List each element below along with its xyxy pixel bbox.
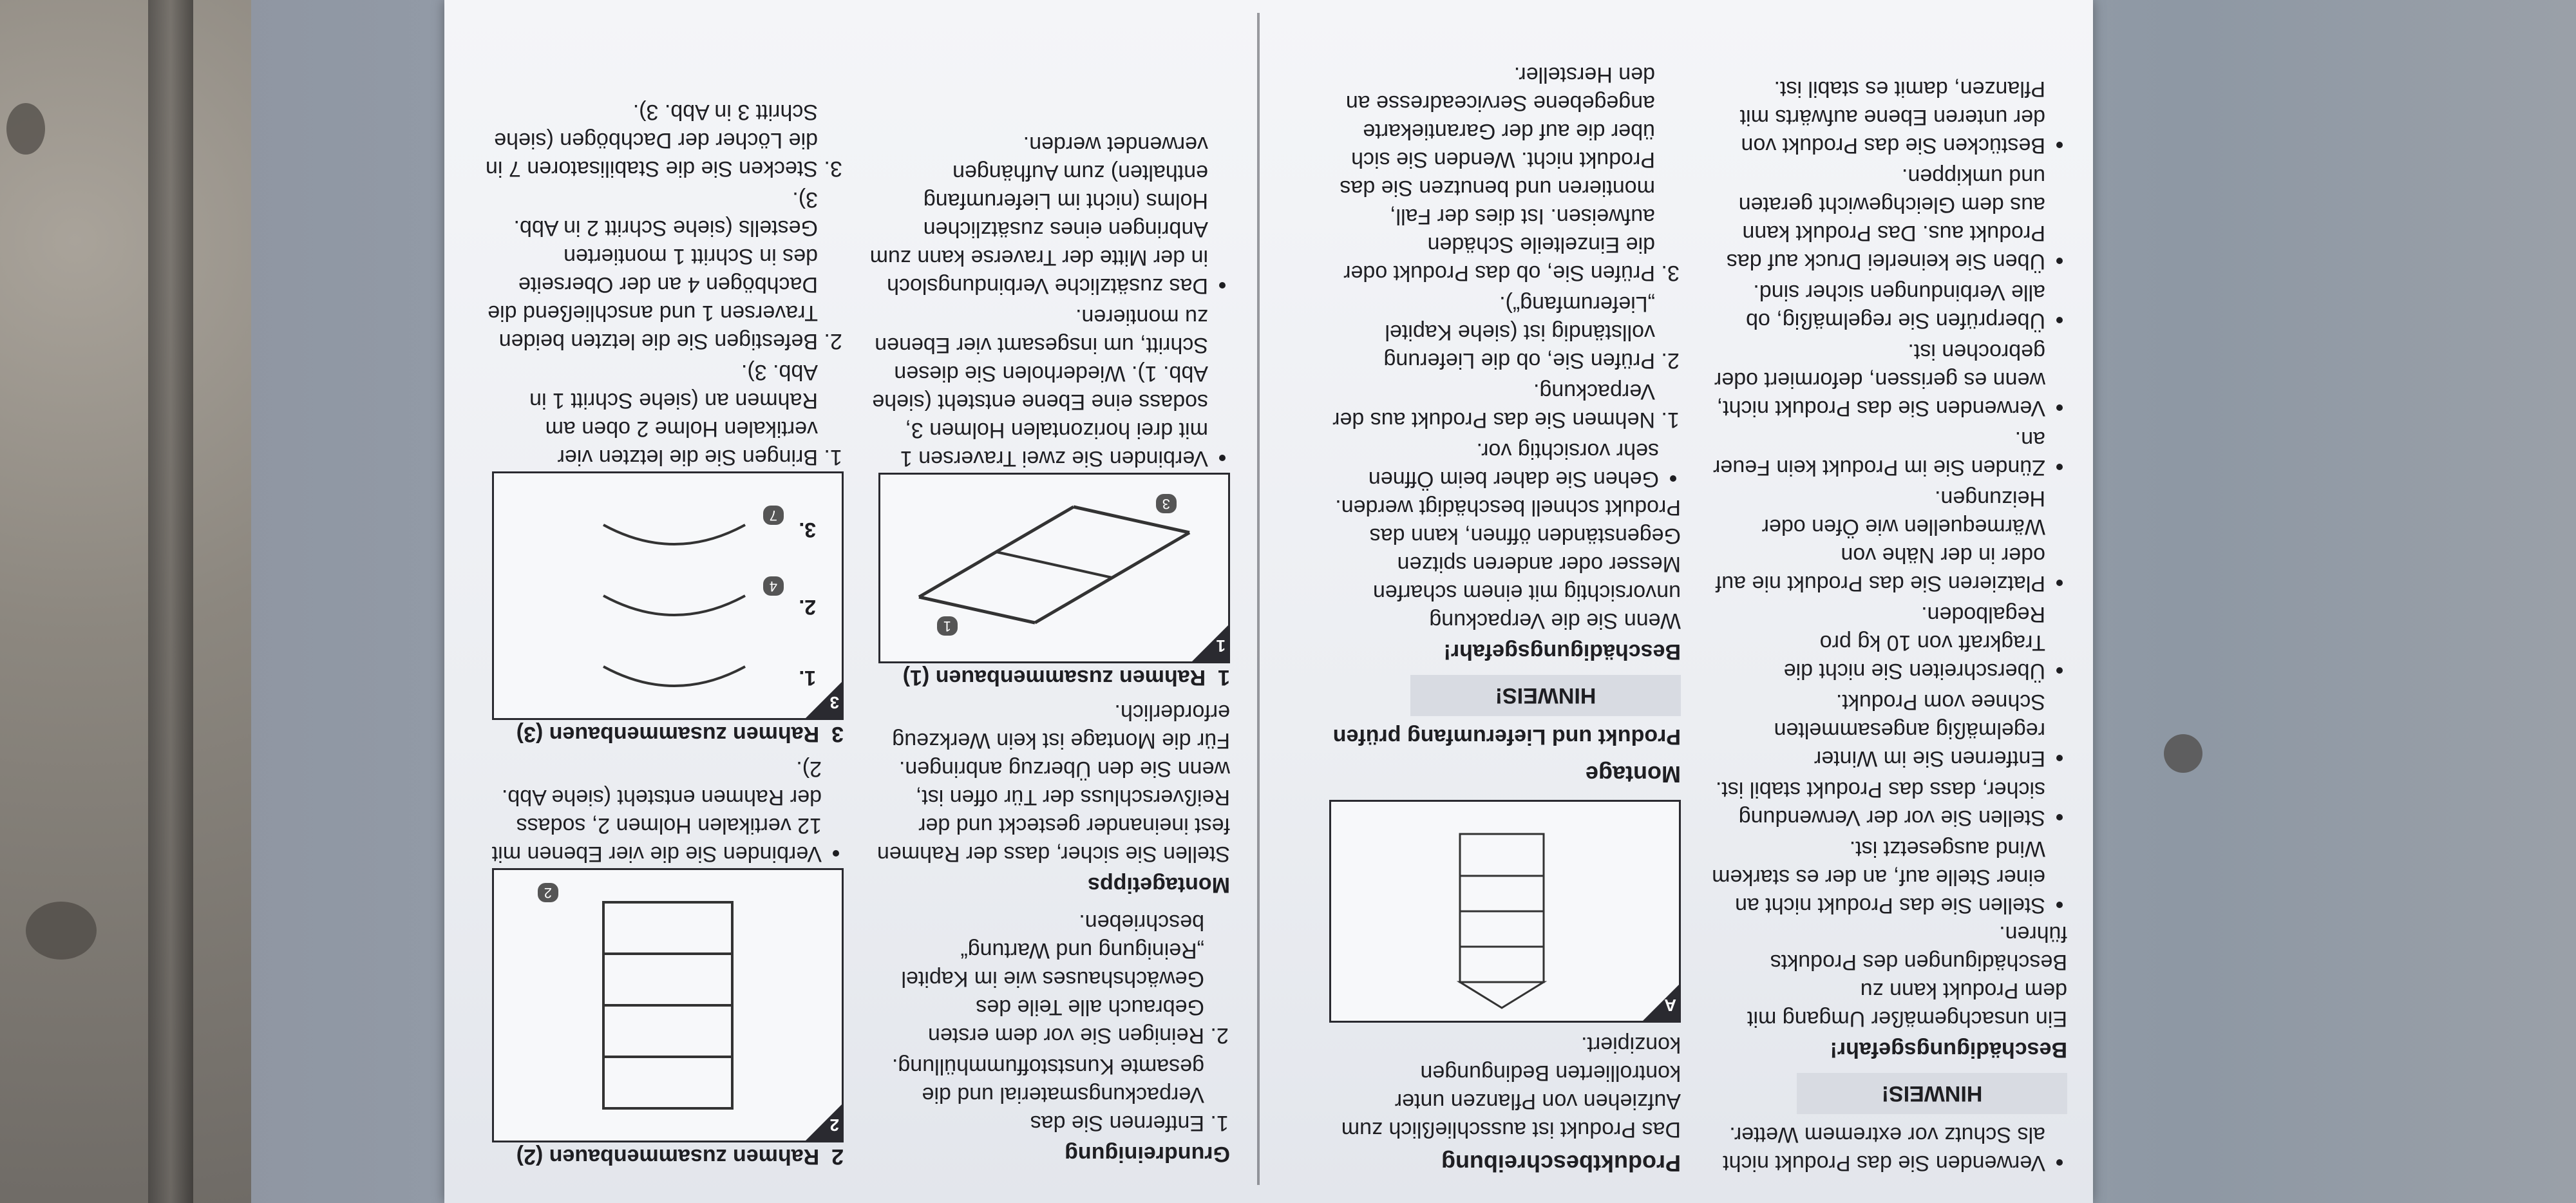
list-item: • Entfernen Sie im Winter regelmäßig angesammelten Schnee vom Produkt. bbox=[1707, 688, 2045, 773]
figure-3-caption: 3 Rahmen zusammenbauen (3) bbox=[516, 722, 844, 746]
instruction-sheet bbox=[444, 0, 2093, 1203]
list-item: • Verbinden Sie die vier Ebenen mit 12 vertikalen Holmen 2, sodass der Rahmen entsteht (siehe Abb. 2). bbox=[483, 755, 822, 868]
shelf-frame-illustration bbox=[494, 870, 842, 1141]
list-item: 1. Bringen Sie die letzten vier vertikalen Holme 2 oben am Rahmen an (siehe Schritt 1 in Abb. 3). bbox=[483, 358, 818, 471]
list-item: • Zünden Sie im Produkt kein Feuer an. bbox=[1707, 425, 2045, 482]
list-item: 1. Nehmen Sie das Produkt aus der Verpackung. bbox=[1320, 377, 1655, 434]
figure-3-label: 3 bbox=[829, 693, 839, 712]
list-item: 3. Stecken Sie die Stabilisatoren 7 in die Löcher der Dachbögen (siehe Schritt 3 in Abb. 3). bbox=[483, 98, 818, 183]
list-item: • Überschreiten Sie nicht die Tragkraft von 10 kg pro Regalboden. bbox=[1707, 600, 2045, 685]
concrete-surface bbox=[0, 0, 251, 1203]
list-item: 1. Entfernen Sie das Verpackungsmaterial und die gesamte Kunststoffummhüllung. bbox=[869, 1052, 1204, 1137]
montagetipps-text: Stellen Sie sicher, dass der Rahmen fest ineinander gesteckt und der Reißverschluss der Tür offen ist, wenn Sie den Überzug anbringen. Für die Montage ist kein Werkzeug erforderlich. bbox=[876, 700, 1230, 866]
list-item: • Platzieren Sie das Produkt nie auf oder in der Nähe von Wärmequellen wie Öfen oder Heizungen. bbox=[1707, 484, 2045, 598]
list-item: • Stellen Sie das Produkt nicht an einer Stelle auf, an der es starkem Wind ausgesetzt ist. bbox=[1707, 835, 2045, 920]
warning-text: Ein unsachgemäßer Umgang mit dem Produkt kann zu Beschädigungen des Produkts führen. bbox=[1747, 922, 2067, 1031]
part-number-badge: 3 bbox=[1156, 494, 1177, 513]
roof-assembly-illustration bbox=[494, 473, 842, 718]
product-description: Das Produkt ist ausschließlich zum Aufziehen von Pflanzen unter kontrollierten Bedingungen konzipiert. bbox=[1341, 1032, 1681, 1142]
list-item: • Üben Sie keinerlei Druck auf das Produkt aus. Das Produkt kann aus dem Gleichgewicht geraten und umkippen. bbox=[1707, 162, 2045, 276]
list-item: 2. Befestigen Sie die letzten beiden Traversen 1 und anschließend die Dachbögen 4 an der Oberseite des in Schritt 1 montierten Gestells (siehe Schritt 2 in Abb. 3). bbox=[483, 185, 818, 355]
warning-text-2: Wenn Sie die Verpackung unvorsichtig mit einem scharfen Messer oder anderen spitzen Gegenständen öffnen, kann das Produkt schnell beschädigt werden. bbox=[1335, 495, 1681, 633]
figure-a bbox=[1329, 800, 1681, 1023]
list-item: • Überprüfen Sie regelmäßig, ob alle Verbindungen sicher sind. bbox=[1707, 278, 2045, 335]
part-number-badge: 1 bbox=[937, 616, 958, 636]
part-number-badge: 7 bbox=[763, 506, 784, 525]
produkt-pruefen-title: Produkt und Lieferumfang prüfen bbox=[1332, 725, 1681, 749]
warning-bullet: • Gehen Sie daher beim Öffnen sehr vorsichtig vor. bbox=[1320, 437, 1659, 493]
montagetipps-title: Montagetipps bbox=[1088, 873, 1230, 897]
dirt-spot bbox=[2164, 734, 2202, 773]
part-number-badge: 2 bbox=[538, 883, 558, 902]
list-item: • Verwenden Sie das Produkt nicht, wenn es gerissen, deformiert oder gebrochen ist. bbox=[1707, 337, 2045, 422]
list-item: • Verbinden Sie zwei Traversen 1 mit drei horizontalen Holmen 3, sodass eine Ebene entsteht (siehe Abb. 1). Wiederholen Sie diesen Schritt, um insgesamt vier Ebenen zu montieren. bbox=[869, 303, 1208, 473]
list-item: • Das zusätzliche Verbindungsloch in der Mitte der Traverse kann zum Anbringen eines zusätzlichen Holms (nicht im Lieferumfang enthalten) zum Aufhängen verwendet werden. bbox=[869, 130, 1208, 300]
figure-1-caption: 1 Rahmen zusammenbauen (1) bbox=[902, 665, 1230, 690]
figure-2 bbox=[492, 868, 844, 1142]
dirt-spot bbox=[26, 902, 97, 960]
left-page-column-2 bbox=[1320, 58, 1681, 1177]
intro-bullet: • Verwenden Sie das Produkt nicht als Schutz vor extremem Wetter. bbox=[1707, 1121, 2045, 1177]
step-label: 2. bbox=[799, 596, 816, 619]
greenhouse-illustration bbox=[1331, 802, 1679, 1021]
warning-title-2: Beschädigungsgefahr! bbox=[1443, 639, 1681, 664]
list-item: • Stellen Sie vor der Verwendung sicher, dass das Produkt stabil ist. bbox=[1707, 775, 2045, 832]
right-page-column-2 bbox=[483, 95, 844, 1177]
sheet-content-upside-down bbox=[444, 0, 2093, 1203]
dirt-spot bbox=[6, 103, 45, 155]
step-label: 1. bbox=[799, 667, 816, 690]
figure-3 bbox=[492, 471, 844, 720]
figure-1-label: 1 bbox=[1216, 636, 1226, 656]
part-number-badge: 4 bbox=[763, 576, 784, 596]
step-label: 3. bbox=[799, 518, 816, 542]
figure-1 bbox=[878, 473, 1230, 663]
warning-title: Beschädigungsgefahr! bbox=[1830, 1037, 2067, 1062]
list-item: 2. Prüfen Sie, ob die Lieferung vollständig ist (siehe Kapitel „Lieferumfang“). bbox=[1320, 290, 1655, 375]
right-page-column-1 bbox=[869, 128, 1230, 1177]
hinweis-box: HINWEIS! bbox=[1797, 1073, 2067, 1114]
list-item: • Bestücken Sie das Produkt von der unteren Ebene aufwärts mit Pflanzen, damit es stabil ist. bbox=[1707, 75, 2045, 160]
figure-2-label: 2 bbox=[829, 1115, 839, 1135]
hinweis-box-2: HINWEIS! bbox=[1410, 675, 1681, 716]
check-steps bbox=[1320, 61, 1681, 434]
section-title: Produktbeschreibung bbox=[1441, 1150, 1681, 1177]
figure-2-caption: 2 Rahmen zusammenbauen (2) bbox=[516, 1144, 844, 1169]
list-item: 2. Reinigen Sie vor dem ersten Gebrauch alle Teile des Gewächshauses wie im Kapitel „Reinigung und Wartung“ beschrieben. bbox=[869, 908, 1204, 1050]
montage-title: Montage bbox=[1586, 761, 1681, 788]
list-item: 3. Prüfen Sie, ob das Produkt oder die Einzelteile Schäden aufweisen. Ist dies der Fall, montieren und benutzen Sie das Produkt nicht. Wenden Sie sich über die auf der Garantiekarte angegebene Serviceadresse an den Hersteller. bbox=[1320, 61, 1655, 287]
left-page-column-1 bbox=[1707, 72, 2067, 1177]
concrete-crack bbox=[148, 0, 193, 1203]
safety-bullets bbox=[1707, 75, 2067, 920]
grundreinigung-title: Grundreinigung bbox=[1065, 1142, 1230, 1166]
figure-a-label: A bbox=[1664, 996, 1676, 1015]
